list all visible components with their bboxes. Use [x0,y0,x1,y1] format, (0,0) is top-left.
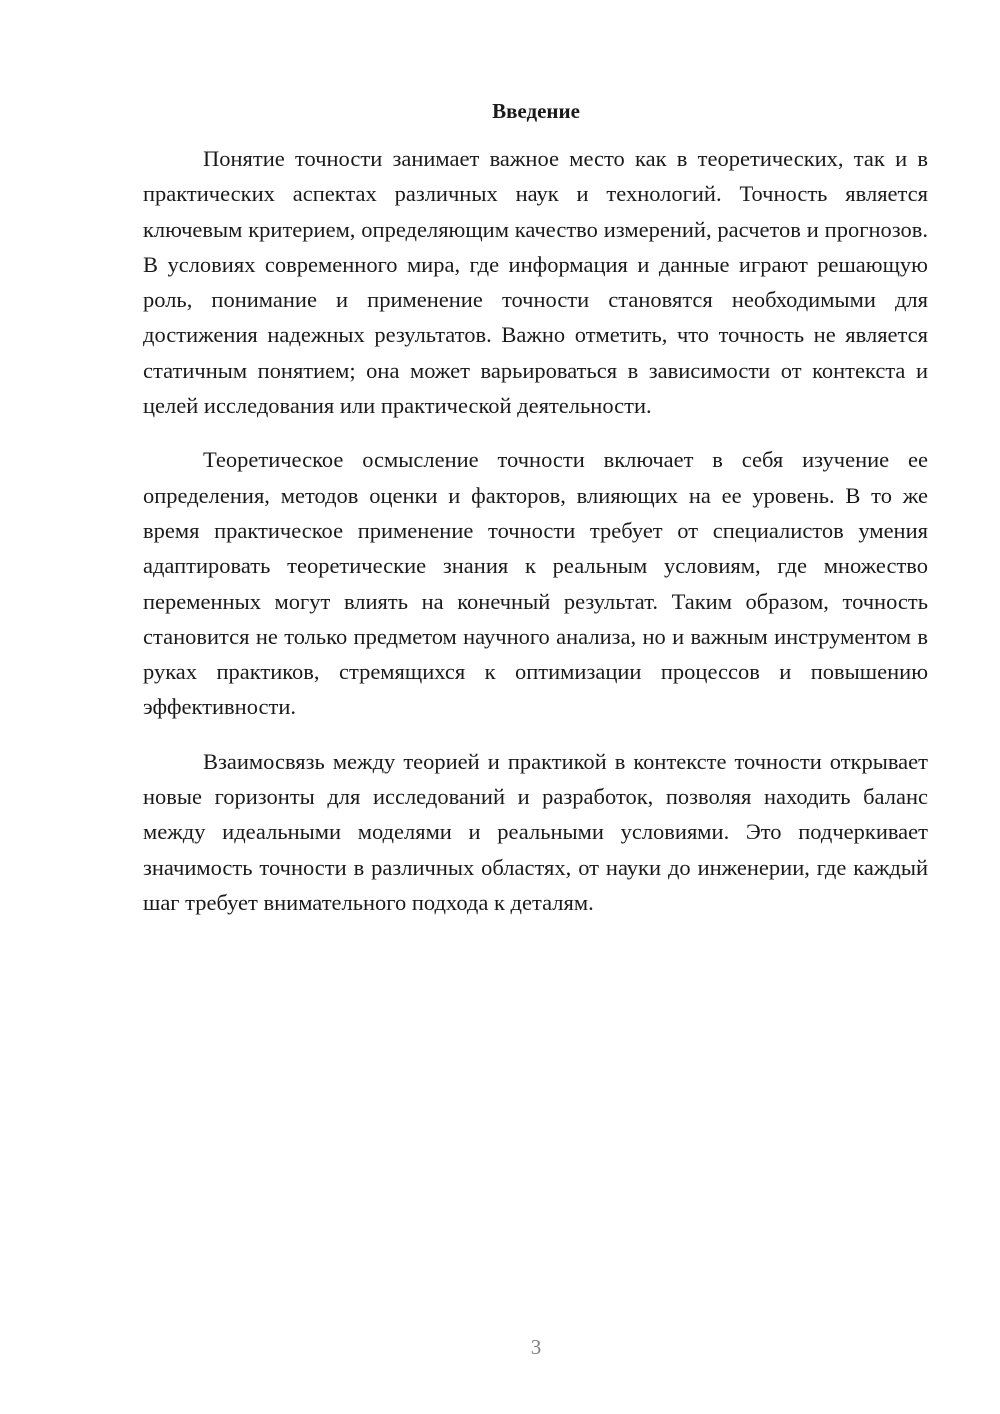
paragraph-2: Теоретическое осмысление точности включает в себя изучение ее определения, методов оценки и факторов, влияющих на ее уровень. В то же время практическое применение точности требует от специалистов умения адаптировать теоретические знания к реальным условиям, где множество переменных могут влиять на конечный результат. Таким образом, точность становится не только предметом научного анализа, но и важным инструментом в руках практиков, стремящихся к оптимизации процессов и повышению эффективности. [143,447,928,720]
document-body [143,141,928,939]
page-number: 3 [530,1335,542,1359]
section-heading: Введение [492,99,580,123]
paragraph-1: Понятие точности занимает важное место как в теоретических, так и в практических аспектах различных наук и технологий. Точность является ключевым критерием, определяющим качество измерений, расчетов и прогнозов. В условиях современного мира, где информация и данные играют решающую роль, понимание и применение точности становятся необходимыми для достижения надежных результатов. Важно отметить, что точность не является статичным понятием; она может варьироваться в зависимости от контекста и целей исследования или практической деятельности. [143,146,928,419]
paragraph-3: Взаимосвязь между теорией и практикой в контексте точности открывает новые горизонты для исследований и разработок, позволяя находить баланс между идеальными моделями и реальными условиями. Это подчеркивает значимость точности в различных областях, от науки до инженерии, где каждый шаг требует внимательного подхода к деталям. [143,748,928,915]
